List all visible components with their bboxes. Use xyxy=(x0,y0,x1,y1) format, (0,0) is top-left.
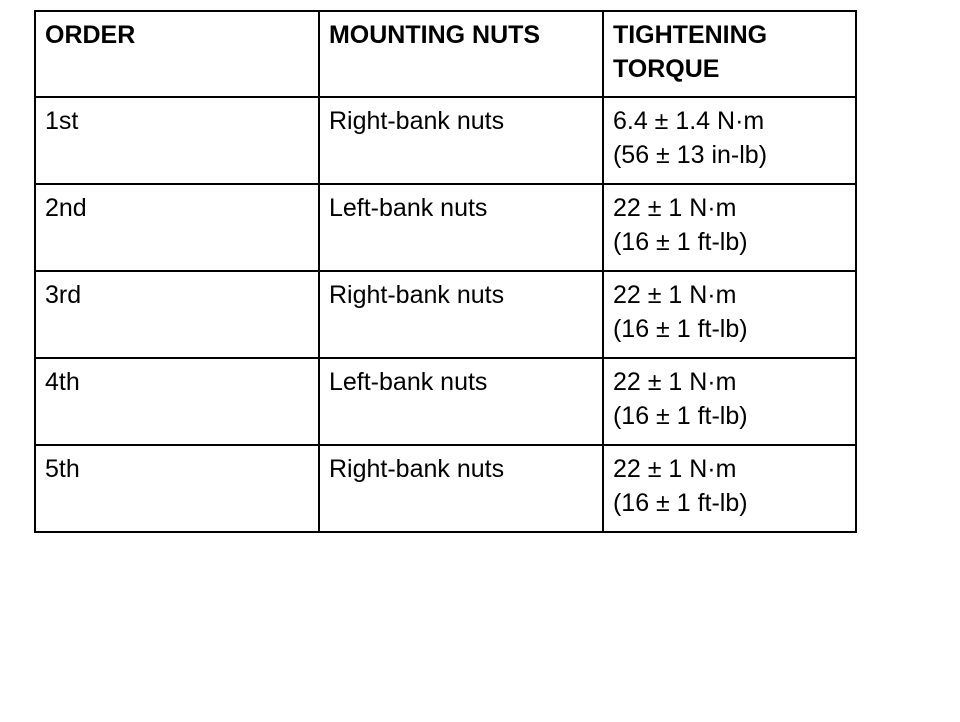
nuts-value: Left-bank nuts xyxy=(328,368,488,396)
torque-cell xyxy=(603,184,856,271)
nuts-value: Left-bank nuts xyxy=(328,194,488,222)
order-value: 3rd xyxy=(45,281,82,309)
header-order-label: ORDER xyxy=(45,21,136,49)
table-row xyxy=(35,445,856,532)
nuts-value: Right-bank nuts xyxy=(328,455,505,483)
table-row xyxy=(35,184,856,271)
order-value: 2nd xyxy=(45,194,87,222)
torque-metric: 22 ± 1 N·m xyxy=(612,281,737,309)
nuts-cell xyxy=(319,445,603,532)
torque-imperial: (16 ± 1 ft-lb) xyxy=(612,489,748,517)
header-mounting-nuts-label: MOUNTING NUTS xyxy=(328,21,541,49)
table-row xyxy=(35,271,856,358)
torque-metric: 6.4 ± 1.4 N·m xyxy=(612,107,765,135)
table-header xyxy=(35,11,856,97)
torque-imperial: (16 ± 1 ft-lb) xyxy=(612,228,748,256)
order-value: 4th xyxy=(45,368,80,396)
nuts-cell xyxy=(319,358,603,445)
order-value: 1st xyxy=(45,107,79,135)
nuts-value: Right-bank nuts xyxy=(328,107,505,135)
nuts-cell xyxy=(319,271,603,358)
torque-imperial: (16 ± 1 ft-lb) xyxy=(612,315,748,343)
nuts-value: Right-bank nuts xyxy=(328,281,505,309)
header-mounting-nuts xyxy=(319,11,603,97)
header-torque-line2: TORQUE xyxy=(612,55,720,83)
torque-imperial: (56 ± 13 in-lb) xyxy=(612,141,768,169)
torque-imperial: (16 ± 1 ft-lb) xyxy=(612,402,748,430)
order-cell xyxy=(35,358,319,445)
table-row xyxy=(35,97,856,184)
table-row xyxy=(35,358,856,445)
torque-metric: 22 ± 1 N·m xyxy=(612,368,737,396)
header-tightening-torque xyxy=(603,11,856,97)
table-body xyxy=(35,97,856,532)
order-value: 5th xyxy=(45,455,80,483)
torque-metric: 22 ± 1 N·m xyxy=(612,194,737,222)
nuts-cell xyxy=(319,184,603,271)
torque-cell xyxy=(603,445,856,532)
torque-metric: 22 ± 1 N·m xyxy=(612,455,737,483)
nuts-cell xyxy=(319,97,603,184)
header-row xyxy=(35,11,856,97)
order-cell xyxy=(35,445,319,532)
order-cell xyxy=(35,271,319,358)
torque-cell xyxy=(603,271,856,358)
torque-cell xyxy=(603,97,856,184)
order-cell xyxy=(35,184,319,271)
header-order xyxy=(35,11,319,97)
order-cell xyxy=(35,97,319,184)
header-torque-line1: TIGHTENING xyxy=(612,21,768,49)
torque-sequence-table xyxy=(34,10,857,533)
torque-cell xyxy=(603,358,856,445)
